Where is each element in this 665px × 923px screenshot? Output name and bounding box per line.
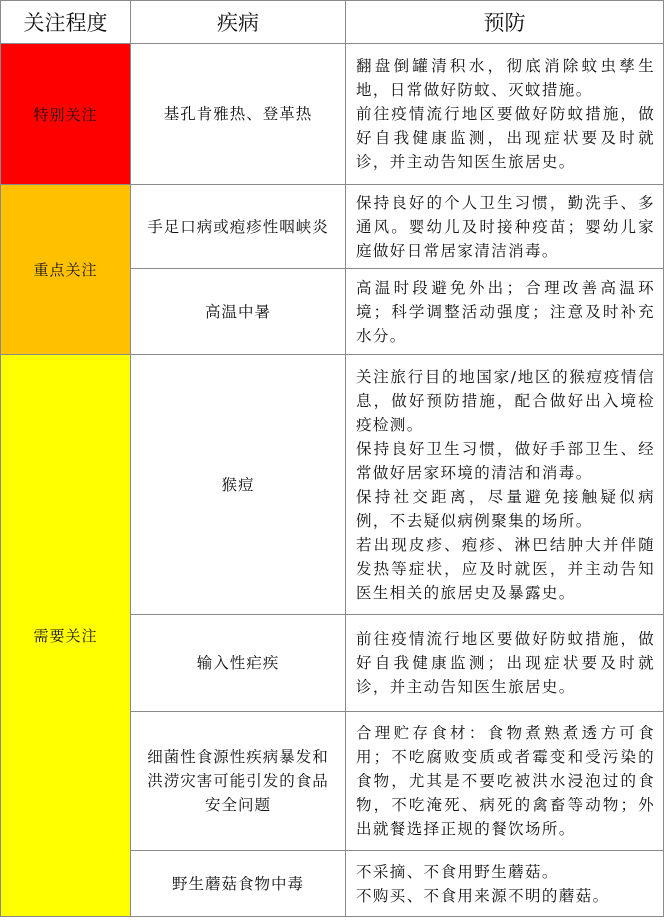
disease-heatstroke: 高温中暑 <box>131 269 346 355</box>
prevention-foodborne-flood <box>346 712 664 851</box>
prevention-line: 前往疫情流行地区要做好防蚊措施，做好自我健康监测；出现症状要及时就诊，并主动告知医生旅居史。 <box>356 630 655 696</box>
prevention-chikungunya-dengue <box>346 44 664 185</box>
prevention-line: 不购买、不食用来源不明的蘑菇。 <box>356 886 610 905</box>
prevention-heatstroke <box>346 269 664 355</box>
prevention-imported-malaria <box>346 615 664 712</box>
disease-mpox: 猴痘 <box>131 355 346 615</box>
disease-hfmd: 手足口病或疱疹性咽峡炎 <box>131 185 346 269</box>
prevention-line: 前往疫情流行地区要做好防蚊措施，做好自我健康监测，出现症状要及时就诊，并主动告知医生旅居史。 <box>356 105 655 171</box>
prevention-line: 关注旅行目的地国家/地区的猴痘疫情信息，做好预防措施，配合做好出入境检疫检测。 <box>356 367 655 434</box>
disease-chikungunya-dengue: 基孔肯雅热、登革热 <box>131 44 346 185</box>
disease-wild-mushroom: 野生蘑菇食物中毒 <box>131 851 346 917</box>
header-prevention: 预防 <box>346 1 664 44</box>
disease-foodborne-flood: 细菌性食源性疾病暴发和洪涝灾害可能引发的食品安全问题 <box>131 712 346 851</box>
header-level: 关注程度 <box>1 1 131 44</box>
prevention-line: 若出现皮疹、疱疹、淋巴结肿大并伴随发热等症状，应及时就医，并主动告知医生相关的旅居史及暴露史。 <box>356 535 655 602</box>
table-header-row <box>1 1 664 44</box>
prevention-hfmd <box>346 185 664 269</box>
level-needed-attention: 需要关注 <box>1 355 131 917</box>
table-row <box>1 355 664 615</box>
prevention-line: 高温时段避免外出；合理改善高温环境；科学调整活动强度；注意及时补充水分。 <box>356 278 655 345</box>
level-special-attention: 特别关注 <box>1 44 131 185</box>
table-row <box>1 185 664 269</box>
prevention-line: 保持良好的个人卫生习惯，勤洗手、多通风。婴幼儿及时接种疫苗；婴幼儿家庭做好日常居家清洁消毒。 <box>356 193 655 260</box>
prevention-line: 保持社交距离，尽量避免接触疑似病例，不去疑似病例聚集的场所。 <box>356 487 655 530</box>
table-row <box>1 44 664 185</box>
disease-imported-malaria: 输入性疟疾 <box>131 615 346 712</box>
prevention-line: 不采摘、不食用野生蘑菇。 <box>356 862 559 881</box>
prevention-line: 合理贮存食材：食物煮熟煮透方可食用；不吃腐败变质或者霉变和受污染的食物，尤其是不要吃被洪水浸泡过的食物，不吃淹死、病死的禽畜等动物；外出就餐选择正规的餐饮场所。 <box>356 724 655 838</box>
prevention-line: 保持良好卫生习惯，做好手部卫生、经常做好居家环境的清洁和消毒。 <box>356 439 655 482</box>
header-disease: 疾病 <box>131 1 346 44</box>
prevention-line: 翻盘倒罐清积水，彻底消除蚊虫孳生地，日常做好防蚊、灭蚊措施。 <box>356 57 655 99</box>
prevention-wild-mushroom <box>346 851 664 917</box>
prevention-mpox <box>346 355 664 615</box>
level-key-attention: 重点关注 <box>1 185 131 355</box>
